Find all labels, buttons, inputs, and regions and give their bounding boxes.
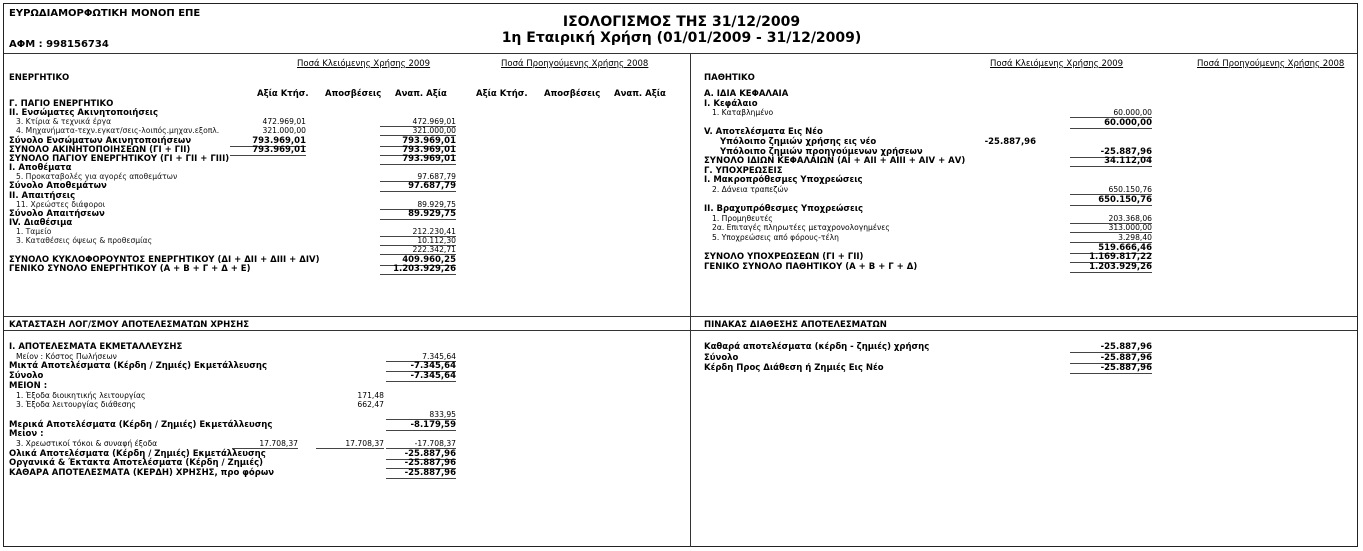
income-row-label: Ολικά Αποτελέσματα (Κέρδη / Ζημιές) Εκμετάλλευσης — [9, 448, 266, 459]
assets-net-value: 1.203.929,26 — [380, 264, 456, 275]
assets-row-label: Σύνολο Απαιτήσεων — [9, 208, 105, 219]
income-col3-value: -7.345,64 — [386, 371, 456, 382]
assets-col-2009: Ποσά Κλειόμενης Χρήσης 2009 — [297, 59, 431, 69]
liabilities-row — [0, 175, 1363, 185]
assets-row-label: 11. Χρεώστες διάφοροι — [16, 199, 106, 209]
liabilities-row — [0, 108, 1363, 118]
liabilities-row-label: ΓΕΝΙΚΟ ΣΥΝΟΛΟ ΠΑΘΗΤΙΚΟΥ (Α + Β + Γ + Δ) — [704, 261, 918, 272]
assets-row-label: ΓΕΝΙΚΟ ΣΥΝΟΛΟ ΕΝΕΡΓΗΤΙΚΟΥ (Α + Β + Γ + Δ + Ε) — [9, 263, 251, 274]
liabilities-row — [0, 118, 1363, 128]
assets-row-label: ΣΥΝΟΛΟ ΑΚΙΝΗΤΟΠΟΙΗΣΕΩΝ (ΓΙ + ΓΙΙ) — [9, 144, 191, 155]
assets-row-label: IV. Διαθέσιμα — [9, 217, 73, 228]
liabilities-heading: ΠΑΘΗΤΙΚΟ — [704, 73, 755, 83]
assets-cost-value: 793.969,01 — [230, 145, 306, 156]
assets-row-label: Σύνολο Ενσώματων Ακινητοποιήσεων — [9, 135, 192, 146]
liabilities-row — [0, 144, 1363, 157]
liabilities-value: 1.169.817,22 — [1070, 252, 1152, 263]
liabilities-value: 650.150,76 — [1070, 185, 1152, 195]
assets-net-value: 222.342,71 — [380, 245, 456, 255]
company-name: ΕΥΡΩΔΙΑΜΟΡΦΩΤΙΚΗ ΜΟΝΟΠ ΕΠΕ — [9, 8, 201, 19]
assets-row-label: ΙΙ. Ενσώματες Ακινητοποιήσεις — [9, 108, 159, 119]
distribution-value: -25.887,96 — [1070, 353, 1152, 364]
liabilities-value: 60.000,00 — [1070, 118, 1152, 129]
liabilities-value: 60.000,00 — [1070, 108, 1152, 118]
distribution-heading: ΠΙΝΑΚΑΣ ΔΙΑΘΕΣΗΣ ΑΠΟΤΕΛΕΣΜΑΤΩΝ — [704, 320, 887, 330]
assets-subcol-header: Αξία Κτήσ. — [257, 89, 309, 99]
income-col3-value: 833,95 — [386, 410, 456, 420]
assets-heading: ΕΝΕΡΓΗΤΙΚΟ — [9, 73, 70, 83]
liabilities-row — [0, 233, 1363, 246]
income-row — [0, 458, 690, 468]
income-col3-value: -17.708,37 — [386, 439, 456, 449]
income-col3-value: -7.345,64 — [386, 361, 456, 372]
section-divider-2 — [4, 330, 1357, 331]
income-row-label: 3. Έξοδα λειτουργίας διάθεσης — [16, 400, 136, 410]
liabilities-row — [0, 252, 1363, 262]
income-col3-value: -25.887,96 — [386, 468, 456, 479]
liabilities-row-label: Α. ΙΔΙΑ ΚΕΦΑΛΑΙΑ — [704, 89, 789, 99]
liabilities-row-label: ΣΥΝΟΛΟ ΙΔΙΩΝ ΚΕΦΑΛΑΙΩΝ (ΑΙ + ΑΙΙ + ΑΙΙΙ + ΑΙV + ΑV) — [704, 156, 966, 167]
assets-net-value: 793.969,01 — [380, 136, 456, 147]
assets-net-value: 793.969,01 — [380, 154, 456, 165]
income-col1-value: 17.708,37 — [232, 439, 298, 449]
income-row — [0, 400, 690, 410]
liabilities-row — [0, 166, 1363, 176]
liabilities-row-label: V. Αποτελέσματα Εις Νέο — [704, 127, 823, 138]
assets-cost-value: 472.969,01 — [262, 117, 306, 127]
income-row-label: Μείον : Κόστος Πωλήσεων — [16, 351, 117, 361]
liabilities-row — [0, 195, 1363, 205]
liabilities-row — [0, 223, 1363, 233]
income-row-label: Ι. ΑΠΟΤΕΛΕΣΜΑΤΑ ΕΚΜΕΤΑΛΛΕΥΣΗΣ — [9, 342, 183, 352]
assets-net-value: 97.687,79 — [380, 172, 456, 182]
income-col3-value: 7.345,64 — [386, 352, 456, 362]
assets-row-label: Γ. ΠΑΓΙΟ ΕΝΕΡΓΗΤΙΚΟ — [9, 99, 114, 109]
income-row — [0, 429, 690, 439]
liabilities-row — [0, 185, 1363, 195]
income-row-label: 1. Έξοδα διοικητικής λειτουργίας — [16, 390, 146, 400]
liabilities-row-label: 1. Προμηθευτές — [712, 213, 773, 223]
distribution-row — [0, 363, 1363, 374]
liabilities-row-label: Υπόλοιπο ζημιών προηγούμενων χρήσεων — [720, 146, 923, 157]
liabilities-row-label: 1. Καταβλημένο — [712, 108, 774, 118]
income-row-label: Σύνολο — [9, 371, 44, 382]
liabilities-row — [0, 262, 1363, 272]
tax-id: ΑΦΜ : 998156734 — [9, 39, 109, 50]
assets-subcol-header: Αποσβέσεις — [325, 89, 382, 99]
assets-subcol-header: Αναπ. Αξία — [614, 89, 666, 99]
distribution-row-label: Σύνολο — [704, 352, 739, 363]
income-row-label: ΚΑΘΑΡΑ ΑΠΟΤΕΛΕΣΜΑΤΑ (ΚΕΡΔΗ) ΧΡΗΣΗΣ, προ φόρων — [9, 468, 275, 479]
liabilities-col-2008: Ποσά Προηγούμενης Χρήσης 2008 — [1197, 59, 1345, 69]
distribution-row — [0, 353, 1363, 364]
assets-row-label: 5. Προκαταβολές για αγορές αποθεμάτων — [16, 172, 178, 182]
liabilities-row — [0, 153, 1363, 167]
income-col3-value: -25.887,96 — [386, 458, 456, 469]
liabilities-row-label: 5. Υποχρεώσεις από φόρους-τέλη — [712, 233, 839, 242]
assets-row-label: 3. Καταθέσεις όψεως & προθεσμίας — [16, 236, 153, 246]
income-row — [0, 381, 690, 391]
fiscal-period: 1η Εταιρική Χρήση (01/01/2009 - 31/12/2009) — [501, 30, 862, 46]
liabilities-row — [0, 214, 1363, 224]
income-row-label: Μικτά Αποτελέσματα (Κέρδη / Ζημιές) Εκμετάλλευσης — [9, 361, 268, 372]
assets-net-value: 89.929,75 — [380, 200, 456, 210]
liabilities-row-label: Ι. Μακροπρόθεσμες Υποχρεώσεις — [704, 175, 863, 186]
income-col2-value: 662,47 — [357, 400, 384, 410]
income-row — [0, 391, 690, 401]
income-row-label: 3. Χρεωστικοί τόκοι & συναφή έξοδα — [16, 439, 158, 448]
assets-row-label: ΣΥΝΟΛΟ ΠΑΓΙΟΥ ΕΝΕΡΓΗΤΙΚΟΥ (ΓΙ + ΓΙΙ + ΓΙΙΙ) — [9, 153, 230, 164]
income-row — [0, 449, 690, 459]
income-row — [0, 420, 690, 430]
assets-row-label: ΙΙ. Απαιτήσεις — [9, 190, 76, 201]
liabilities-value: 3.298,40 — [1070, 233, 1152, 243]
assets-net-value: 409.960,25 — [380, 255, 456, 266]
liabilities-row — [0, 89, 1363, 99]
liabilities-value: -25.887,96 — [1070, 147, 1152, 158]
assets-subcol-header: Αποσβέσεις — [544, 89, 601, 99]
income-row-label: Οργανικά & Έκτακτα Αποτελέσματα (Κέρδη / Ζημιές) — [9, 458, 263, 469]
assets-net-value: 793.969,01 — [380, 145, 456, 156]
income-row-label: Μερικά Αποτελέσματα (Κέρδη / Ζημιές) Εκμετάλλευσης — [9, 419, 273, 430]
liabilities-row-label: 2. Δάνεια τραπεζών — [712, 185, 789, 194]
assets-cost-value: 321.000,00 — [262, 126, 306, 136]
assets-net-value: 97.687,79 — [380, 181, 456, 192]
liabilities-value: 650.150,76 — [1070, 195, 1152, 206]
income-statement-heading: ΚΑΤΑΣΤΑΣΗ ΛΟΓ/ΣΜΟΥ ΑΠΟΤΕΛΕΣΜΑΤΩΝ ΧΡΗΣΗΣ — [9, 320, 250, 330]
assets-row-label: Σύνολο Αποθεμάτων — [9, 181, 107, 192]
assets-net-value: 10.112,30 — [380, 236, 456, 246]
balance-sheet-title: ΙΣΟΛΟΓΙΣΜΟΣ ΤΗΣ 31/12/2009 — [562, 14, 801, 30]
liabilities-row-label: 2α. Επιταγές πληρωτέες μεταχρονολογημένες — [712, 223, 890, 233]
assets-subcol-header: Αναπ. Αξία — [395, 89, 447, 99]
assets-net-value: 212.230,41 — [380, 227, 456, 237]
assets-cost-value: 793.969,01 — [230, 136, 306, 147]
income-col2-value: 171,48 — [357, 390, 384, 400]
liabilities-value: 34.112,04 — [1070, 156, 1152, 167]
assets-col-2008: Ποσά Προηγούμενης Χρήσης 2008 — [501, 59, 649, 69]
assets-row-label: 3. Κτίρια & τεχνικά έργα — [16, 117, 112, 127]
income-col3-value: -8.179,59 — [386, 420, 456, 431]
liabilities-mid-value: -25.887,96 — [984, 137, 1036, 147]
assets-row-label: 4. Μηχανήματα-τεχν.εγκατ/σεις-λοιπός.μηχαν.εξοπλ. — [16, 126, 220, 136]
income-row — [0, 468, 690, 478]
liabilities-row-label: Υπόλοιπο ζημιών χρήσης εις νέο — [720, 137, 877, 147]
liabilities-row — [0, 127, 1363, 137]
assets-row-label: Ι. Αποθέματα — [9, 163, 72, 174]
distribution-value: -25.887,96 — [1070, 363, 1152, 374]
liabilities-col-2009: Ποσά Κλειόμενης Χρήσης 2009 — [990, 59, 1124, 69]
header-divider — [4, 53, 1357, 54]
liabilities-row — [0, 204, 1363, 214]
liabilities-value: 519.666,46 — [1070, 243, 1152, 254]
assets-net-value: 472.969,01 — [380, 117, 456, 127]
distribution-row-label: Κέρδη Προς Διάθεση ή Ζημιές Εις Νέο — [704, 363, 884, 373]
liabilities-row — [0, 137, 1363, 147]
assets-net-value: 89.929,75 — [380, 209, 456, 220]
distribution-value: -25.887,96 — [1070, 342, 1152, 353]
liabilities-row-label: ΣΥΝΟΛΟ ΥΠΟΧΡΕΩΣΕΩΝ (ΓΙ + ΓΙΙ) — [704, 252, 864, 263]
assets-subcol-header: Αξία Κτήσ. — [476, 89, 528, 99]
income-col3-value: -25.887,96 — [386, 449, 456, 460]
distribution-row-label: Καθαρά αποτελέσματα (κέρδη - ζημιές) χρήσης — [704, 342, 930, 352]
section-divider — [4, 316, 1357, 317]
assets-row-label: ΣΥΝΟΛΟ ΚΥΚΛΟΦΟΡΟΥΝΤΟΣ ΕΝΕΡΓΗΤΙΚΟΥ (ΔΙ + ΔΙΙ + ΔΙΙΙ + ΔΙV) — [9, 254, 320, 265]
income-col2-value: 17.708,37 — [316, 439, 384, 449]
income-row-label: Μείον : — [9, 429, 44, 440]
liabilities-value: 203.368,06 — [1070, 214, 1152, 224]
distribution-row — [0, 342, 1363, 353]
liabilities-row-label: Γ. ΥΠΟΧΡΕΩΣΕΙΣ — [704, 165, 783, 176]
assets-net-value: 321.000,00 — [380, 126, 456, 136]
income-row — [0, 439, 690, 449]
liabilities-value: 313.000,00 — [1070, 223, 1152, 233]
income-row — [0, 410, 690, 420]
assets-row-label: 1. Ταμείο — [16, 227, 52, 237]
liabilities-row — [0, 243, 1363, 253]
liabilities-row — [0, 99, 1363, 109]
liabilities-value: 1.203.929,26 — [1070, 262, 1152, 273]
liabilities-row-label: Ι. Κεφάλαιο — [704, 98, 758, 109]
income-row-label: ΜΕΙΟΝ : — [9, 380, 48, 391]
liabilities-row-label: ΙΙ. Βραχυπρόθεσμες Υποχρεώσεις — [704, 204, 864, 215]
